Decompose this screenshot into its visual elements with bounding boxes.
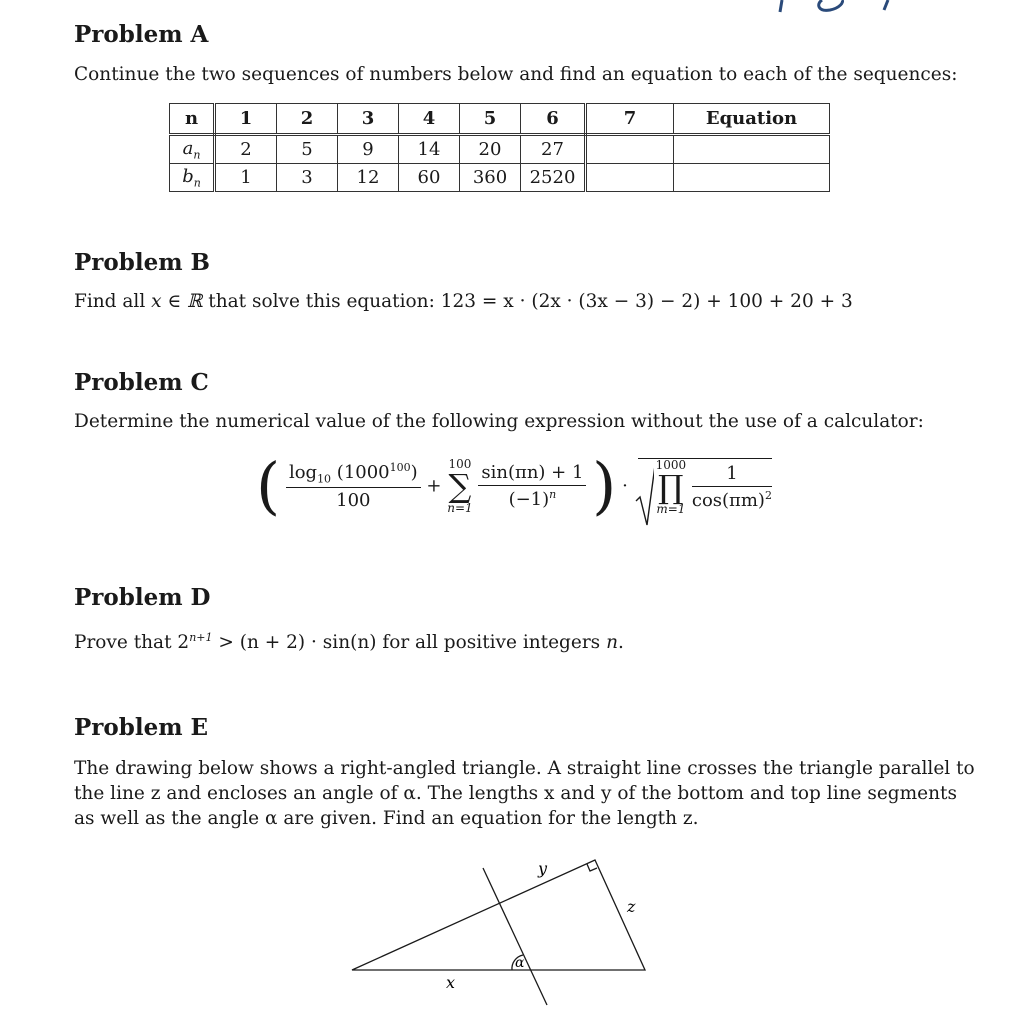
problem-c-expression: ( $\frac{\log_{10} (1000^{100})}{100}$ + 100 ∑ n=1 $\frac{\sin(\pi n) + 1}{(-1)^n}$ ) · 1000 ∏ m=1 $\frac{1}{\cos(\pi m)^2}$ <box>256 455 772 517</box>
right-angle-marker <box>587 864 597 871</box>
label-z: z <box>627 897 636 916</box>
problem-b-title: Problem B <box>74 249 210 276</box>
problem-e-line-3: as well as the angle α are given. Find an equation for the length z. <box>74 808 699 829</box>
table-cell: 9 <box>338 135 399 164</box>
table-cell: 27 <box>521 135 586 164</box>
table-header-cell: 6 <box>521 104 586 135</box>
problem-e-title: Problem E <box>74 714 209 741</box>
label-alpha: α <box>515 955 525 971</box>
problem-a-title: Problem A <box>74 21 209 48</box>
product-fraction: $\frac{1}{\cos(\pi m)^2}$ <box>691 462 772 511</box>
triangle-outline <box>352 860 645 970</box>
problem-e-line-2: the line z and encloses an angle of α. The lengths x and y of the bottom and top line segments <box>74 783 957 804</box>
problem-c-intro: Determine the numerical value of the following expression without the use of a calculator: <box>74 411 924 432</box>
table-cell: 360 <box>460 164 521 192</box>
table-header-n: n <box>170 104 215 135</box>
problem-d-title: Problem D <box>74 584 211 611</box>
row-label-b: $b_n$ <box>170 164 215 192</box>
table-cell: 2520 <box>521 164 586 192</box>
crossing-line <box>483 868 547 1005</box>
table-header-cell: 7 <box>586 104 674 135</box>
sum-fraction: $\frac{\sin(\pi n) + 1}{(-1)^n}$ <box>478 462 586 510</box>
table-header-cell: 2 <box>277 104 338 135</box>
table-cell: 2 <box>215 135 277 164</box>
problem-a-intro: Continue the two sequences of numbers below and find an equation to each of the sequences: <box>74 64 958 85</box>
problem-e-line-1: The drawing below shows a right-angled triangle. A straight line crosses the triangle parallel to <box>74 758 975 779</box>
product-operator: 1000 ∏ m=1 <box>655 457 687 516</box>
label-x: x <box>446 973 456 992</box>
table-cell: 3 <box>277 164 338 192</box>
table-header-cell: 4 <box>399 104 460 135</box>
label-y: y <box>538 859 548 878</box>
table-header-equation: Equation <box>674 104 830 135</box>
problem-d-text: Prove that $2^{n+1} > (n + 2) \cdot \sin(n)$ for all positive integers n. <box>74 631 624 654</box>
table-header-cell: 1 <box>215 104 277 135</box>
sum-operator: 100 ∑ n=1 <box>447 457 473 515</box>
problem-c-title: Problem C <box>74 369 209 396</box>
problem-b-text: Find all x ∈ ℝ that solve this equation: 123 = x · (2x · (3x − 3) − 2) + 100 + 20 + 3 <box>74 291 853 312</box>
log-fraction: $\frac{\log_{10} (1000^{100})}{100}$ <box>286 461 421 512</box>
table-cell: 20 <box>460 135 521 164</box>
table-cell: 1 <box>215 164 277 192</box>
table-cell: 14 <box>399 135 460 164</box>
table-cell: 60 <box>399 164 460 192</box>
problem-b-equation: 123 = x · (2x · (3x − 3) − 2) + 100 + 20 + 3 <box>440 291 853 312</box>
row-label-a: $a_n$ <box>170 135 215 164</box>
table-cell: 12 <box>338 164 399 192</box>
table-cell: 5 <box>277 135 338 164</box>
table-header-cell: 5 <box>460 104 521 135</box>
table-header-cell: 3 <box>338 104 399 135</box>
